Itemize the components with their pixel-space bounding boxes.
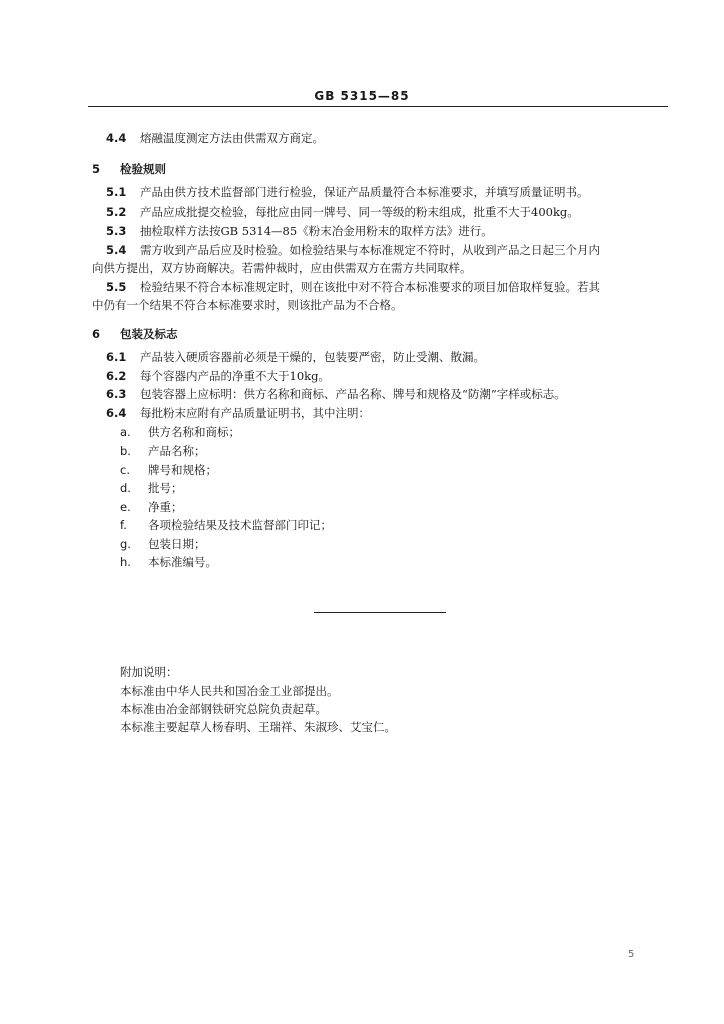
clause-number: 5.3 xyxy=(106,224,127,238)
list-item xyxy=(120,500,183,514)
clause-text: 检验结果不符合本标准规定时，则在该批中对不符合本标准要求的项目加倍取样复验。若其 xyxy=(140,280,600,294)
clause-5-2 xyxy=(106,205,579,219)
section-title: 包装及标志 xyxy=(120,327,178,341)
clause-number: 6.3 xyxy=(106,387,127,401)
clause-text: 产品装入硬质容器前必须是干燥的，包装要严密，防止受潮、散漏。 xyxy=(140,350,485,364)
list-item xyxy=(120,463,217,477)
notes-line: 本标准由冶金部钢铁研究总院负责起草。 xyxy=(120,702,327,716)
list-item-text: 供方名称和商标； xyxy=(148,425,240,439)
clause-text: 包装容器上应标明：供方名称和商标、产品名称、牌号和规格及“防潮”字样或标志。 xyxy=(140,387,566,401)
notes-line: 本标准由中华人民共和国冶金工业部提出。 xyxy=(120,684,339,698)
list-item-letter: e. xyxy=(120,500,131,514)
list-item-text: 牌号和规格； xyxy=(148,463,217,477)
clause-number: 6.1 xyxy=(106,350,127,364)
list-item-letter: h. xyxy=(120,555,131,569)
clause-6-3 xyxy=(106,387,566,401)
end-of-text-rule xyxy=(314,612,446,613)
section-6-heading xyxy=(92,327,178,341)
section-5-heading xyxy=(92,162,166,176)
list-item xyxy=(120,537,206,551)
list-item-text: 包装日期； xyxy=(148,537,206,551)
notes-line: 本标准主要起草人杨春明、王瑞祥、朱淑珍、艾宝仁。 xyxy=(120,720,396,734)
clause-text: 产品应成批提交检验，每批应由同一牌号、同一等级的粉末组成，批重不大于400kg。 xyxy=(140,205,579,219)
list-item-text: 批号； xyxy=(148,481,183,495)
list-item xyxy=(120,481,183,495)
clause-text: 需方收到产品后应及时检验。如检验结果与本标准规定不符时，从收到产品之日起三个月内 xyxy=(140,243,600,257)
clause-text: 产品由供方技术监督部门进行检验，保证产品质量符合本标准要求，并填写质量证明书。 xyxy=(140,185,589,199)
clause-5-1 xyxy=(106,185,589,199)
list-item-text: 产品名称； xyxy=(148,444,206,458)
list-item-letter: g. xyxy=(120,537,131,551)
list-item-letter: a. xyxy=(120,425,131,439)
clause-5-5-continuation: 中仍有一个结果不符合本标准要求时，则该批产品为不合格。 xyxy=(92,298,403,312)
clause-5-3 xyxy=(106,224,493,238)
section-number: 6 xyxy=(92,327,101,341)
clause-number: 5.1 xyxy=(106,185,127,199)
header-rule xyxy=(88,106,668,107)
list-item xyxy=(120,555,217,569)
page-header-code: GB 5315—85 xyxy=(314,89,410,103)
list-item xyxy=(120,518,332,532)
clause-5-5 xyxy=(106,280,600,294)
clause-5-4-continuation: 向供方提出，双方协商解决。若需仲裁时，应由供需双方在需方共同取样。 xyxy=(92,261,472,275)
clause-number: 5.2 xyxy=(106,205,127,219)
clause-text: 每个容器内产品的净重不大于10kg。 xyxy=(140,369,330,383)
section-title: 检验规则 xyxy=(120,162,166,176)
clause-6-4 xyxy=(106,406,370,420)
clause-5-4 xyxy=(106,243,600,257)
clause-number: 6.2 xyxy=(106,369,127,383)
list-item-letter: f. xyxy=(120,518,127,532)
list-item-text: 本标准编号。 xyxy=(148,555,217,569)
list-item xyxy=(120,425,240,439)
clause-text: 熔融温度测定方法由供需双方商定。 xyxy=(140,131,324,145)
list-item-letter: b. xyxy=(120,444,131,458)
list-item-text: 净重； xyxy=(148,500,183,514)
clause-number: 5.4 xyxy=(106,243,127,257)
list-item-letter: d. xyxy=(120,481,131,495)
clause-text: 每批粉末应附有产品质量证明书，其中注明： xyxy=(140,406,370,420)
page-number: 5 xyxy=(628,949,635,960)
clause-6-1 xyxy=(106,350,485,364)
clause-number: 4.4 xyxy=(106,131,127,145)
clause-4-4 xyxy=(106,131,324,145)
clause-number: 5.5 xyxy=(106,280,127,294)
clause-text: 抽检取样方法按GB 5314—85《粉末冶金用粉末的取样方法》进行。 xyxy=(140,224,493,238)
list-item-text: 各项检验结果及技术监督部门印记； xyxy=(148,518,332,532)
section-number: 5 xyxy=(92,162,101,176)
clause-number: 6.4 xyxy=(106,406,127,420)
clause-6-2 xyxy=(106,369,330,383)
list-item-letter: c. xyxy=(120,463,130,477)
notes-title: 附加说明： xyxy=(120,665,178,679)
list-item xyxy=(120,444,206,458)
